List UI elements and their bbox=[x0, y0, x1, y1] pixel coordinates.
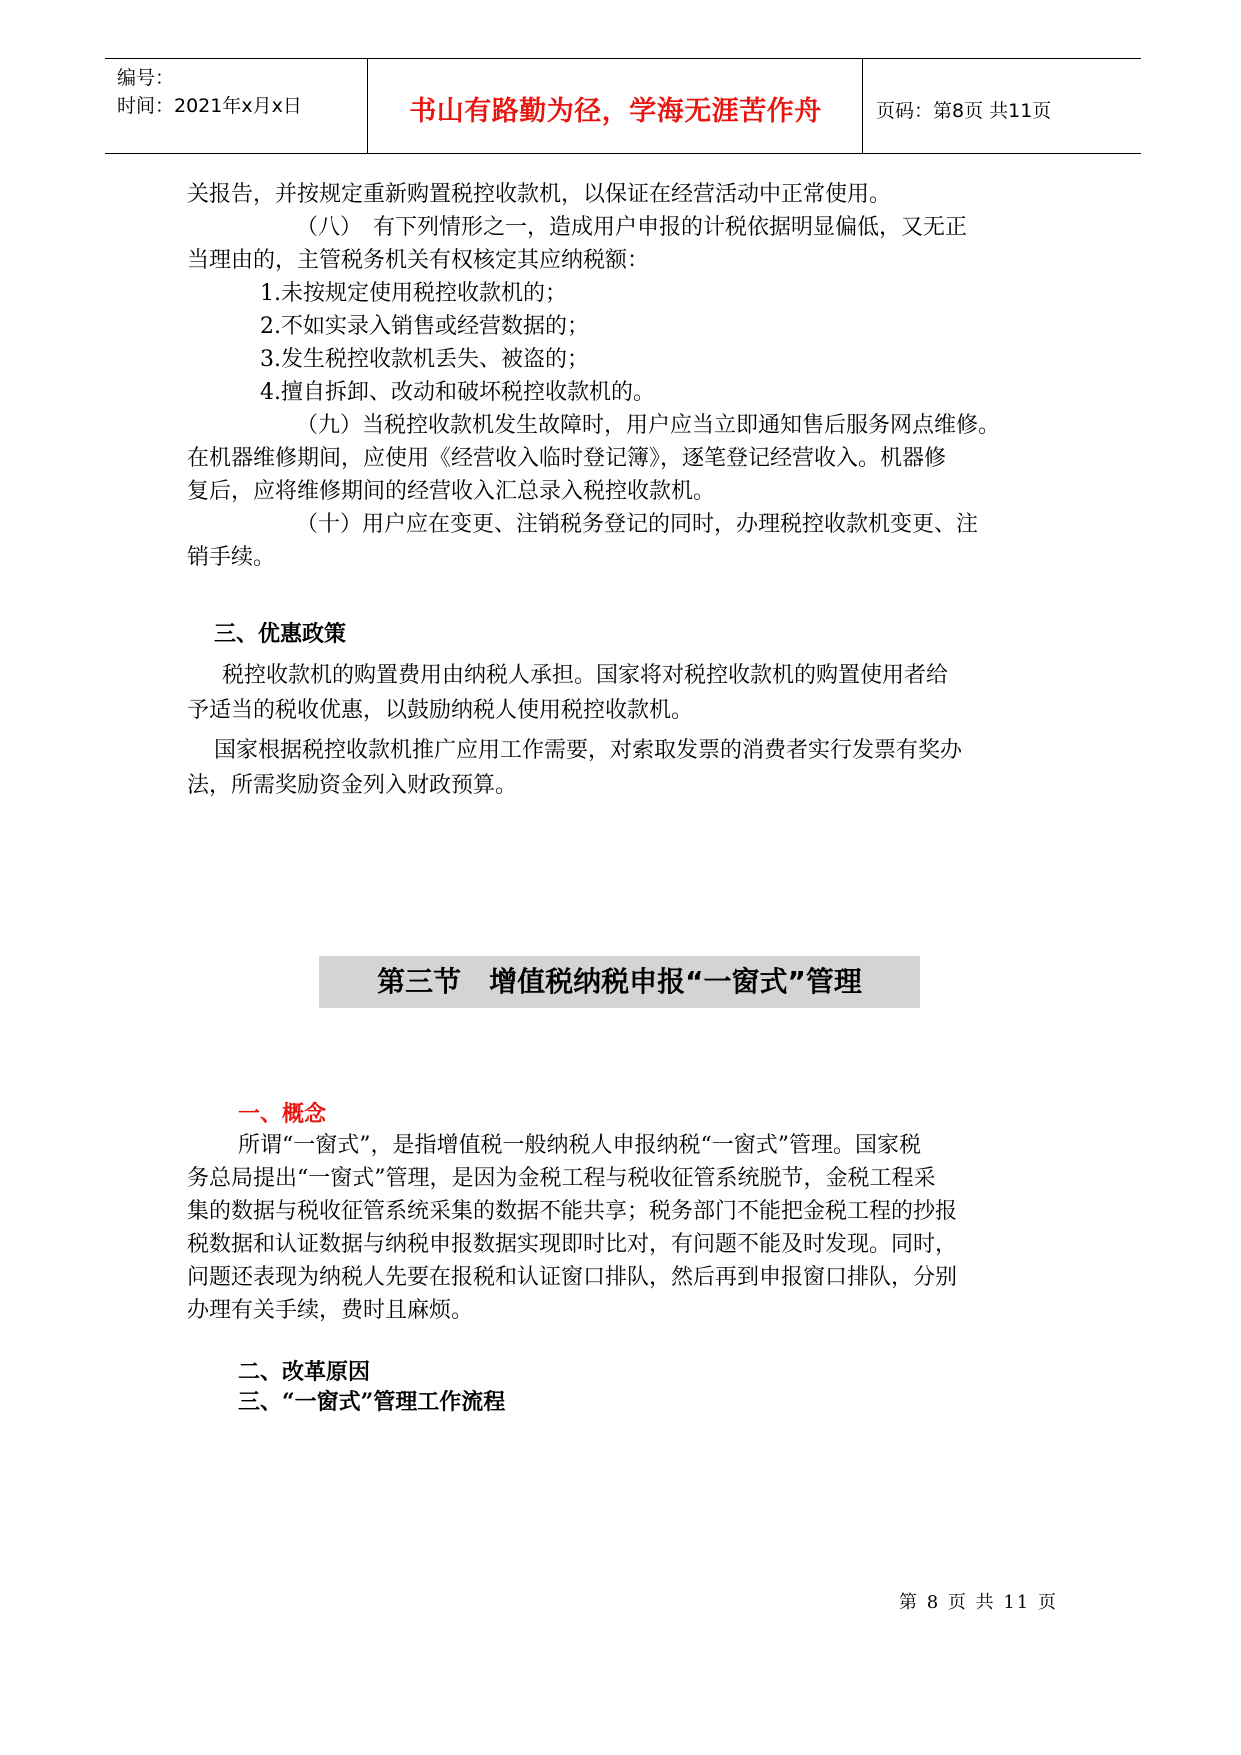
concept-line: 问题还表现为纳税人先要在报税和认证窗口排队，然后再到申报窗口排队，分别 bbox=[187, 1265, 958, 1290]
policy-line: 税控收款机的购置费用由纳税人承担。国家将对税控收款机的购置使用者给 bbox=[222, 663, 949, 688]
body-line: 在机器维修期间，应使用《经营收入临时登记簿》，逐笔登记经营收入。机器修 bbox=[187, 446, 947, 471]
page-indicator: 页码：第8页 共11页 bbox=[876, 100, 1052, 122]
header-info-cell bbox=[105, 59, 368, 153]
section-title: 第三节 增值税纳税申报“一窗式”管理 bbox=[319, 956, 920, 1008]
body-line: 当理由的，主管税务机关有权核定其应纳税额： bbox=[187, 248, 650, 273]
heading-reform-reason: 二、改革原因 bbox=[238, 1359, 371, 1385]
header-table bbox=[105, 58, 1141, 154]
motto-text: 书山有路勤为径，学海无涯苦作舟 bbox=[409, 96, 822, 127]
document-time-label: 时间：2021年x月x日 bbox=[117, 95, 302, 117]
heading-preferential-policy: 三、优惠政策 bbox=[214, 621, 347, 647]
document-number-label: 编号： bbox=[117, 67, 175, 89]
policy-line: 国家根据税控收款机推广应用工作需要，对索取发票的消费者实行发票有奖办 bbox=[214, 738, 963, 763]
heading-workflow: 三、“一窗式”管理工作流程 bbox=[238, 1389, 506, 1415]
list-item: 4.擅自拆卸、改动和破坏税控收款机的。 bbox=[260, 380, 655, 405]
header-motto-cell bbox=[369, 59, 863, 153]
policy-line: 法，所需奖励资金列入财政预算。 bbox=[187, 773, 518, 798]
body-line: 复后，应将维修期间的经营收入汇总录入税控收款机。 bbox=[187, 479, 716, 504]
body-line: 销手续。 bbox=[187, 545, 276, 570]
body-line: （九）当税控收款机发生故障时，用户应当立即通知售后服务网点维修。 bbox=[296, 413, 1001, 438]
body-line: 关报告，并按规定重新购置税控收款机，以保证在经营活动中正常使用。 bbox=[187, 182, 892, 207]
footer-page-number: 第 8 页 共 11 页 bbox=[899, 1592, 1058, 1613]
concept-line: 务总局提出“一窗式”管理，是因为金税工程与税收征管系统脱节，金税工程采 bbox=[187, 1166, 936, 1191]
list-item: 1.未按规定使用税控收款机的； bbox=[260, 281, 567, 306]
concept-line: 税数据和认证数据与纳税申报数据实现即时比对，有问题不能及时发现。同时， bbox=[187, 1232, 958, 1257]
body-line: （十）用户应在变更、注销税务登记的同时，办理税控收款机变更、注 bbox=[296, 512, 979, 537]
list-item: 3.发生税控收款机丢失、被盗的； bbox=[260, 347, 589, 372]
heading-concept: 一、概念 bbox=[238, 1102, 327, 1127]
list-item: 2.不如实录入销售或经营数据的； bbox=[260, 314, 589, 339]
header-page-cell bbox=[864, 59, 1141, 153]
concept-line: 办理有关手续，费时且麻烦。 bbox=[187, 1298, 474, 1323]
concept-line: 集的数据与税收征管系统采集的数据不能共享；税务部门不能把金税工程的抄报 bbox=[187, 1199, 958, 1224]
policy-line: 予适当的税收优惠，以鼓励纳税人使用税控收款机。 bbox=[187, 698, 694, 723]
concept-line: 所谓“一窗式”，是指增值税一般纳税人申报纳税“一窗式”管理。国家税 bbox=[238, 1133, 921, 1158]
body-line: （八） 有下列情形之一，造成用户申报的计税依据明显偏低，又无正 bbox=[296, 215, 968, 240]
